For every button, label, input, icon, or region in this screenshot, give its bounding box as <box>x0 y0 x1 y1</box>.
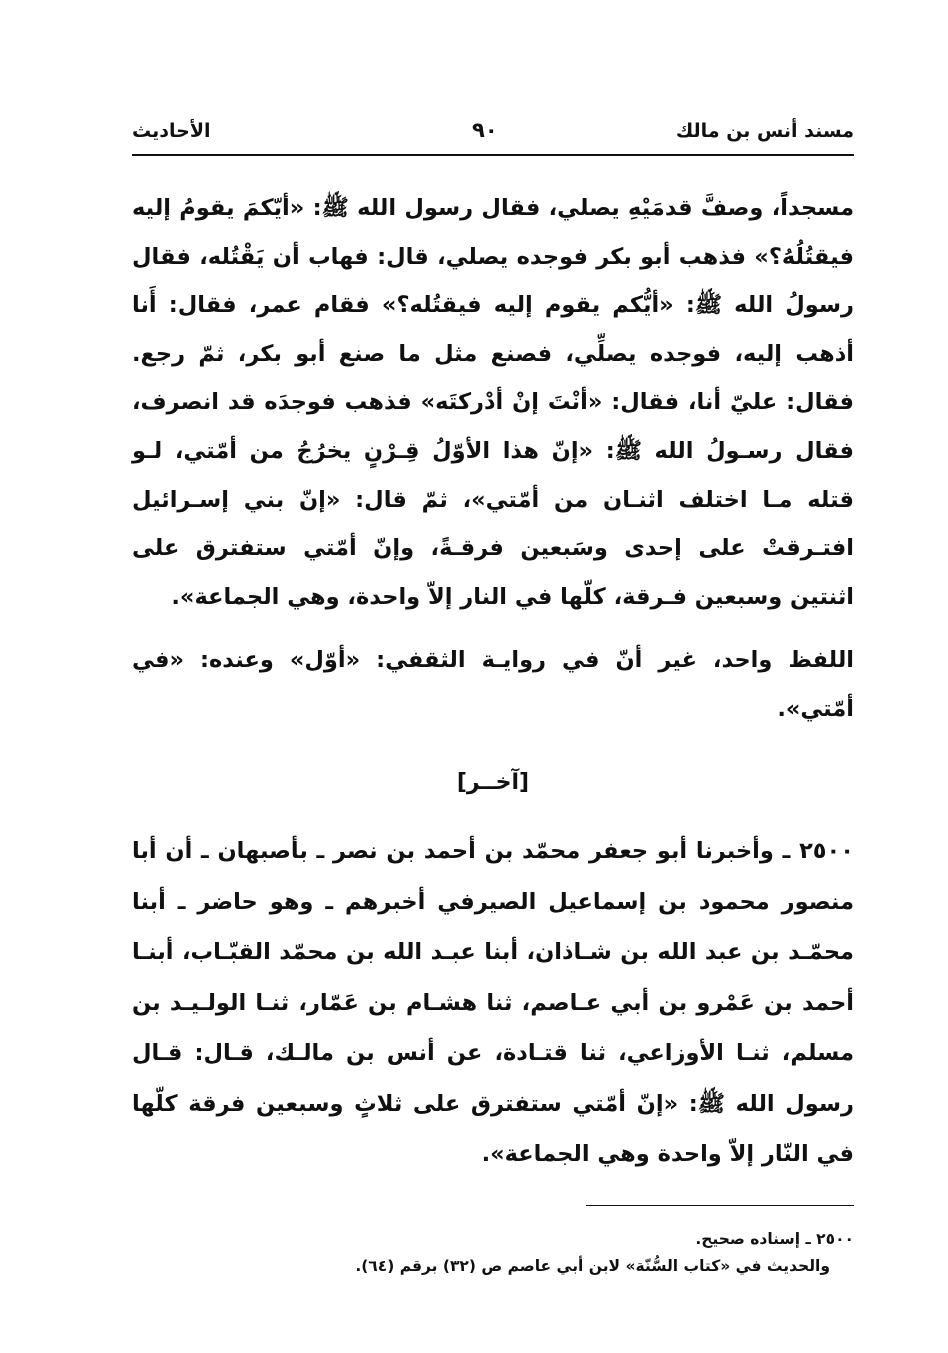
section-title: [آخــر] <box>456 770 530 795</box>
footnotes <box>132 1226 854 1280</box>
page-number: ٩٠ <box>472 118 498 142</box>
header-divider <box>132 154 854 156</box>
page-header <box>132 116 854 152</box>
footnote-divider <box>586 1205 854 1206</box>
hadith-paragraph-3: ٢٥٠٠ ـ وأخبرنا أبو جعفر محمّد بن أحمد بن نصر ـ بأصبهان ـ أن أبا منصور محمود بن إسماعيل الصيرفي أخبرهم ـ وهو حاضر ـ أبنا محمّـد بن عبد الله بن شـاذان، أبنا عبـد الله بن محمّد القبّـاب، أبنـا أحمد بن عَمْرو بن أبي عـاصم، ثنا هشـام بن عَمّار، ثنـا الولـيـد بن مسلم، ثنـا الأوزاعي، ثنا قتـادة، عن أنس بن مالـك، قـال: قـال رسول الله ﷺ: «إنّ أمّتي ستفترق على ثلاثٍ وسبعين فرقة كلّها في النّار إلاّ واحدة وهي الجماعة». <box>132 838 854 1167</box>
hadith-paragraph-1: مسجداً، وصفَّ قدمَيْهِ يصلي، فقال رسول الله ﷺ: «أيّكمَ يقومُ إليه فيقتُلُهُ؟» فذهب أبو بكر فوجده يصلي، قال: فهاب أن يَقْتُله، فقال رسولُ الله ﷺ: «أيُّكم يقوم إليه فيقتُله؟» فقام عمر، فقال: أَنا أذهب إليه، فوجده يصلِّي، فصنع مثل ما صنع أبو بكر، ثمّ رجع. فقال: عليّ أنا، فقال: «أنْتَ إنْ أدْركتَه» فذهب فوجدَه قد انصرف، فقال رسـولُ الله ﷺ: «إنّ هذا الأوّلُ قِـرْنٍ يخرُجُ من أمّتي، لـو قتله مـا اختلف اثنـان من أمّتي»، ثمّ قال: «إنّ بني إسـرائيل افتـرقتْ على إحدى وسَبعين فرقـةً، وإنّ أمّتي ستفترق على اثنتين وسبعين فـرقة، كلّها في النار إلاّ واحدة، وهي الجماعة». <box>132 195 854 610</box>
hadith-paragraph-2: اللفظ واحد، غير أنّ في روايـة الثقفي: «أوّل» وعنده: «في أمّتي». <box>132 647 854 722</box>
book-title: مسند أنس بن مالك <box>675 120 854 142</box>
footnote-line-1: ٢٥٠٠ ـ إسناده صحيح. <box>695 1230 854 1248</box>
section-name: الأحاديث <box>132 120 211 142</box>
footnote-line-2: والحديث في «كتاب السُّنّة» لابن أبي عاصم ص (٣٢) برقم (٦٤). <box>355 1257 830 1275</box>
